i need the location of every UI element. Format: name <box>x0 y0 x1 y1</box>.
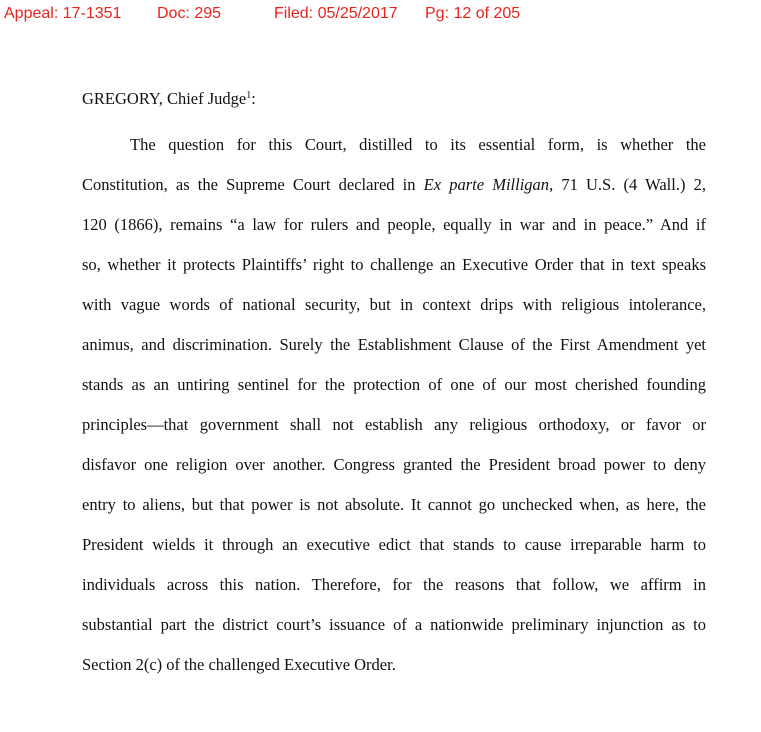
line-text: , 71 U.S. (4 Wall.) 2, <box>549 175 706 194</box>
line-text: substantial part the district court’s issuance of a nationwide preliminary injunction as to <box>82 615 706 634</box>
paragraph-line <box>82 565 706 605</box>
filed-date: Filed: 05/25/2017 <box>274 5 398 22</box>
paragraph-line <box>82 285 706 325</box>
opinion-paragraph <box>82 125 706 685</box>
line-text: President wields it through an executive edict that stands to cause irreparable harm to <box>82 535 706 554</box>
opinion-author <box>82 87 256 111</box>
paragraph-line <box>82 245 706 285</box>
paragraph-line <box>82 445 706 485</box>
doc-number: Doc: 295 <box>157 5 222 22</box>
line-text: principles—that government shall not establish any religious orthodoxy, or favor or <box>82 415 706 434</box>
line-text: so, whether it protects Plaintiffs’ right to challenge an Executive Order that in text speaks <box>82 255 706 274</box>
author-name: GREGORY, Chief Judge <box>82 89 247 108</box>
paragraph-line <box>82 125 706 165</box>
paragraph-line <box>82 405 706 445</box>
paragraph-line <box>82 525 706 565</box>
paragraph-line <box>82 165 706 205</box>
paragraph-line <box>82 205 706 245</box>
appeal-number: Appeal: 17-1351 <box>4 5 122 22</box>
paragraph-line <box>82 645 706 685</box>
line-text: stands as an untiring sentinel for the protection of one of our most cherished founding <box>82 375 706 394</box>
paragraph-line <box>82 605 706 645</box>
line-text: 120 (1866), remains “a law for rulers and people, equally in war and in peace.” And if <box>82 215 706 234</box>
line-text: animus, and discrimination. Surely the Establishment Clause of the First Amendment yet <box>82 335 706 354</box>
paragraph-line <box>82 325 706 365</box>
line-text: Section 2(c) of the challenged Executive Order. <box>82 655 396 674</box>
page-number: Pg: 12 of 205 <box>425 5 521 22</box>
line-text: The question for this Court, distilled to its essential form, is whether the <box>130 135 706 154</box>
line-text: entry to aliens, but that power is not absolute. It cannot go unchecked when, as here, the <box>82 495 706 514</box>
paragraph-line <box>82 485 706 525</box>
line-text: with vague words of national security, but in context drips with religious intolerance, <box>82 295 706 314</box>
case-name-italic: Ex parte Milligan <box>423 175 550 194</box>
line-text: disfavor one religion over another. Congress granted the President broad power to deny <box>82 455 706 474</box>
line-text: Constitution, as the Supreme Court declared in <box>82 175 424 194</box>
author-suffix: : <box>251 89 256 108</box>
paragraph-line <box>82 365 706 405</box>
footnote-reference[interactable]: 1 <box>246 90 252 101</box>
filing-header <box>0 3 761 25</box>
line-text: individuals across this nation. Therefore, for the reasons that follow, we affirm in <box>82 575 706 594</box>
